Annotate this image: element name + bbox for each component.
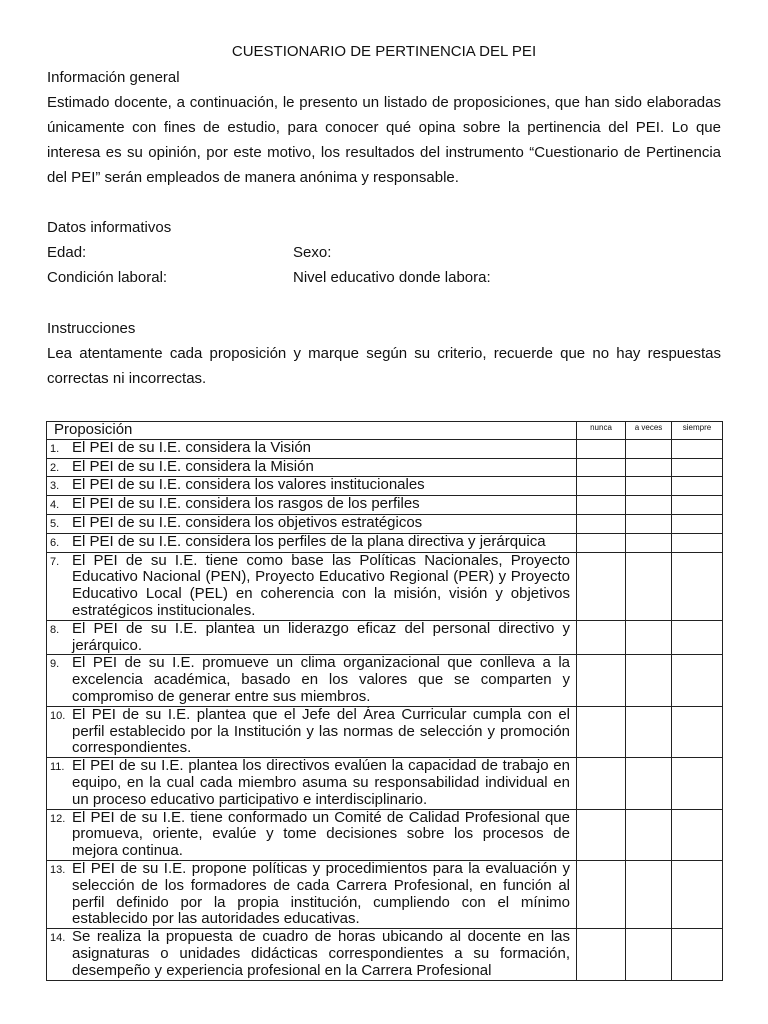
answer-cell-nunca[interactable] <box>577 655 626 706</box>
answer-cell-siempre[interactable] <box>672 929 723 980</box>
proposition-text: El PEI de su I.E. considera los objetivos estratégicos <box>72 513 423 531</box>
table-row <box>47 514 723 533</box>
proposition-number: 12. <box>50 812 66 825</box>
proposition-cell <box>47 809 577 860</box>
answer-cell-siempre[interactable] <box>672 758 723 809</box>
answer-cell-siempre[interactable] <box>672 860 723 928</box>
field-edad: Edad: <box>47 244 87 261</box>
header-nunca: nunca <box>577 422 626 440</box>
proposition-text: El PEI de su I.E. plantea los directivos evalúen la capacidad de trabajo en equipo, en la cual cada miembro asuma su responsabilidad individual en un proceso educativo participativo e interdisciplinario. <box>72 757 570 808</box>
answer-cell-nunca[interactable] <box>577 533 626 552</box>
answer-cell-siempre[interactable] <box>672 552 723 620</box>
header-a-veces: a veces <box>626 422 672 440</box>
proposition-text: El PEI de su I.E. tiene como base las Políticas Nacionales, Proyecto Educativo Nacional (PEN), Proyecto Educativo Regional (PER) y Proyecto Educativo Local (PEL) en coherencia con la misión, visión y objetivos estratégicos institucionales. <box>72 551 570 619</box>
proposition-cell <box>47 860 577 928</box>
proposition-text: El PEI de su I.E. plantea que el Jefe del Área Curricular cumpla con el perfil establecido por la Institución y las normas de selección y promoción correspondientes. <box>72 705 570 757</box>
proposition-number: 11. <box>50 761 65 774</box>
answer-cell-a-veces[interactable] <box>626 620 672 655</box>
proposition-text: El PEI de su I.E. considera los perfiles de la plana directiva y jerárquica <box>72 532 546 550</box>
answer-cell-nunca[interactable] <box>577 620 626 655</box>
answer-cell-nunca[interactable] <box>577 809 626 860</box>
answer-cell-nunca[interactable] <box>577 706 626 757</box>
proposition-text: El PEI de su I.E. plantea un liderazgo eficaz del personal directivo y jerárquico. <box>72 619 570 654</box>
answer-cell-a-veces[interactable] <box>626 929 672 980</box>
proposition-cell <box>47 477 577 496</box>
datos-heading: Datos informativos <box>47 219 172 236</box>
proposition-text: El PEI de su I.E. considera la Misión <box>72 457 314 475</box>
field-condicion: Condición laboral: <box>47 269 168 286</box>
answer-cell-nunca[interactable] <box>577 552 626 620</box>
table-row <box>47 655 723 706</box>
answer-cell-nunca[interactable] <box>577 758 626 809</box>
table-row <box>47 439 723 458</box>
table-row <box>47 706 723 757</box>
table-row <box>47 458 723 477</box>
proposition-text: El PEI de su I.E. propone políticas y procedimientos para la evaluación y selección de los formadores de cada Carrera Profesional, en función al perfil definido por la propia institución, cumpliendo con el mínimo establecido por las autoridades educativas. <box>72 859 570 928</box>
answer-cell-a-veces[interactable] <box>626 758 672 809</box>
answer-cell-a-veces[interactable] <box>626 533 672 552</box>
intro-paragraph: Estimado docente, a continuación, le presento un listado de proposiciones, que han sido elaboradas únicamente con fines de estudio, para conocer qué opina sobre la pertinencia del PEI. Lo que interesa es su opinión, por este motivo, los resultados del instrumento “Cuestionario de Pertinencia del PEI” serán empleados de manera anónima y responsable. <box>47 94 721 186</box>
answer-cell-nunca[interactable] <box>577 860 626 928</box>
proposition-cell <box>47 458 577 477</box>
proposition-number: 3. <box>50 480 60 493</box>
proposition-cell <box>47 439 577 458</box>
answer-cell-a-veces[interactable] <box>626 552 672 620</box>
proposition-number: 2. <box>50 461 60 474</box>
questionnaire-table <box>46 421 723 981</box>
proposition-text: Se realiza la propuesta de cuadro de horas ubicando al docente en las asignaturas o unidades didácticas correspondientes a su formación, desempeño y experiencia profesional en la Carrera Profesional <box>72 928 570 979</box>
proposition-cell <box>47 929 577 980</box>
answer-cell-siempre[interactable] <box>672 514 723 533</box>
answer-cell-siempre[interactable] <box>672 439 723 458</box>
answer-cell-nunca[interactable] <box>577 929 626 980</box>
header-proposicion: Proposición <box>47 422 577 440</box>
proposition-text: El PEI de su I.E. tiene conformado un Comité de Calidad Profesional que promueva, oriente, evalúe y tome decisiones sobre los procesos de mejora continua. <box>72 808 570 860</box>
proposition-text: El PEI de su I.E. considera la Visión <box>72 438 312 456</box>
answer-cell-siempre[interactable] <box>672 655 723 706</box>
answer-cell-siempre[interactable] <box>672 706 723 757</box>
proposition-cell <box>47 655 577 706</box>
proposition-cell <box>47 620 577 655</box>
proposition-number: 4. <box>50 499 60 512</box>
answer-cell-siempre[interactable] <box>672 458 723 477</box>
table-row <box>47 809 723 860</box>
document-title: CUESTIONARIO DE PERTINENCIA DEL PEI <box>231 43 537 60</box>
proposition-text: El PEI de su I.E. promueve un clima organizacional que conlleva a la excelencia académica, basado en los valores que se comparten y compromiso de generar entre sus miembros. <box>72 654 570 705</box>
proposition-number: 10. <box>50 709 66 722</box>
answer-cell-a-veces[interactable] <box>626 860 672 928</box>
table-row <box>47 758 723 809</box>
table-row <box>47 929 723 980</box>
answer-cell-a-veces[interactable] <box>626 706 672 757</box>
table-header-row <box>47 422 723 440</box>
answer-cell-nunca[interactable] <box>577 477 626 496</box>
answer-cell-a-veces[interactable] <box>626 458 672 477</box>
answer-cell-siempre[interactable] <box>672 809 723 860</box>
answer-cell-nunca[interactable] <box>577 514 626 533</box>
instrucciones-text: Lea atentamente cada proposición y marque según su criterio, recuerde que no hay respuestas correctas ni incorrectas. <box>47 345 721 387</box>
field-sexo: Sexo: <box>293 244 332 261</box>
proposition-number: 6. <box>50 536 60 549</box>
answer-cell-a-veces[interactable] <box>626 477 672 496</box>
proposition-cell <box>47 514 577 533</box>
table-row <box>47 496 723 515</box>
table-row <box>47 477 723 496</box>
answer-cell-nunca[interactable] <box>577 496 626 515</box>
proposition-number: 1. <box>50 442 60 455</box>
proposition-text: El PEI de su I.E. considera los rasgos de los perfiles <box>72 495 420 513</box>
general-heading: Información general <box>47 69 180 86</box>
proposition-cell <box>47 706 577 757</box>
proposition-number: 9. <box>50 658 60 671</box>
answer-cell-a-veces[interactable] <box>626 496 672 515</box>
proposition-number: 14. <box>50 932 66 945</box>
proposition-cell <box>47 496 577 515</box>
answer-cell-siempre[interactable] <box>672 620 723 655</box>
answer-cell-siempre[interactable] <box>672 496 723 515</box>
table-row <box>47 620 723 655</box>
proposition-cell <box>47 758 577 809</box>
table-row <box>47 860 723 928</box>
answer-cell-siempre[interactable] <box>672 477 723 496</box>
answer-cell-a-veces[interactable] <box>626 655 672 706</box>
field-nivel: Nivel educativo donde labora: <box>293 269 491 286</box>
answer-cell-a-veces[interactable] <box>626 514 672 533</box>
proposition-number: 8. <box>50 623 60 636</box>
answer-cell-a-veces[interactable] <box>626 809 672 860</box>
answer-cell-nunca[interactable] <box>577 439 626 458</box>
proposition-number: 7. <box>50 555 60 568</box>
proposition-number: 5. <box>50 517 60 530</box>
proposition-number: 13. <box>50 863 66 876</box>
table-row <box>47 533 723 552</box>
answer-cell-nunca[interactable] <box>577 458 626 477</box>
table-row <box>47 552 723 620</box>
instrucciones-heading: Instrucciones <box>47 320 136 337</box>
proposition-text: El PEI de su I.E. considera los valores institucionales <box>72 476 425 494</box>
proposition-cell <box>47 552 577 620</box>
proposition-cell <box>47 533 577 552</box>
header-siempre: siempre <box>672 422 723 440</box>
answer-cell-siempre[interactable] <box>672 533 723 552</box>
answer-cell-a-veces[interactable] <box>626 439 672 458</box>
